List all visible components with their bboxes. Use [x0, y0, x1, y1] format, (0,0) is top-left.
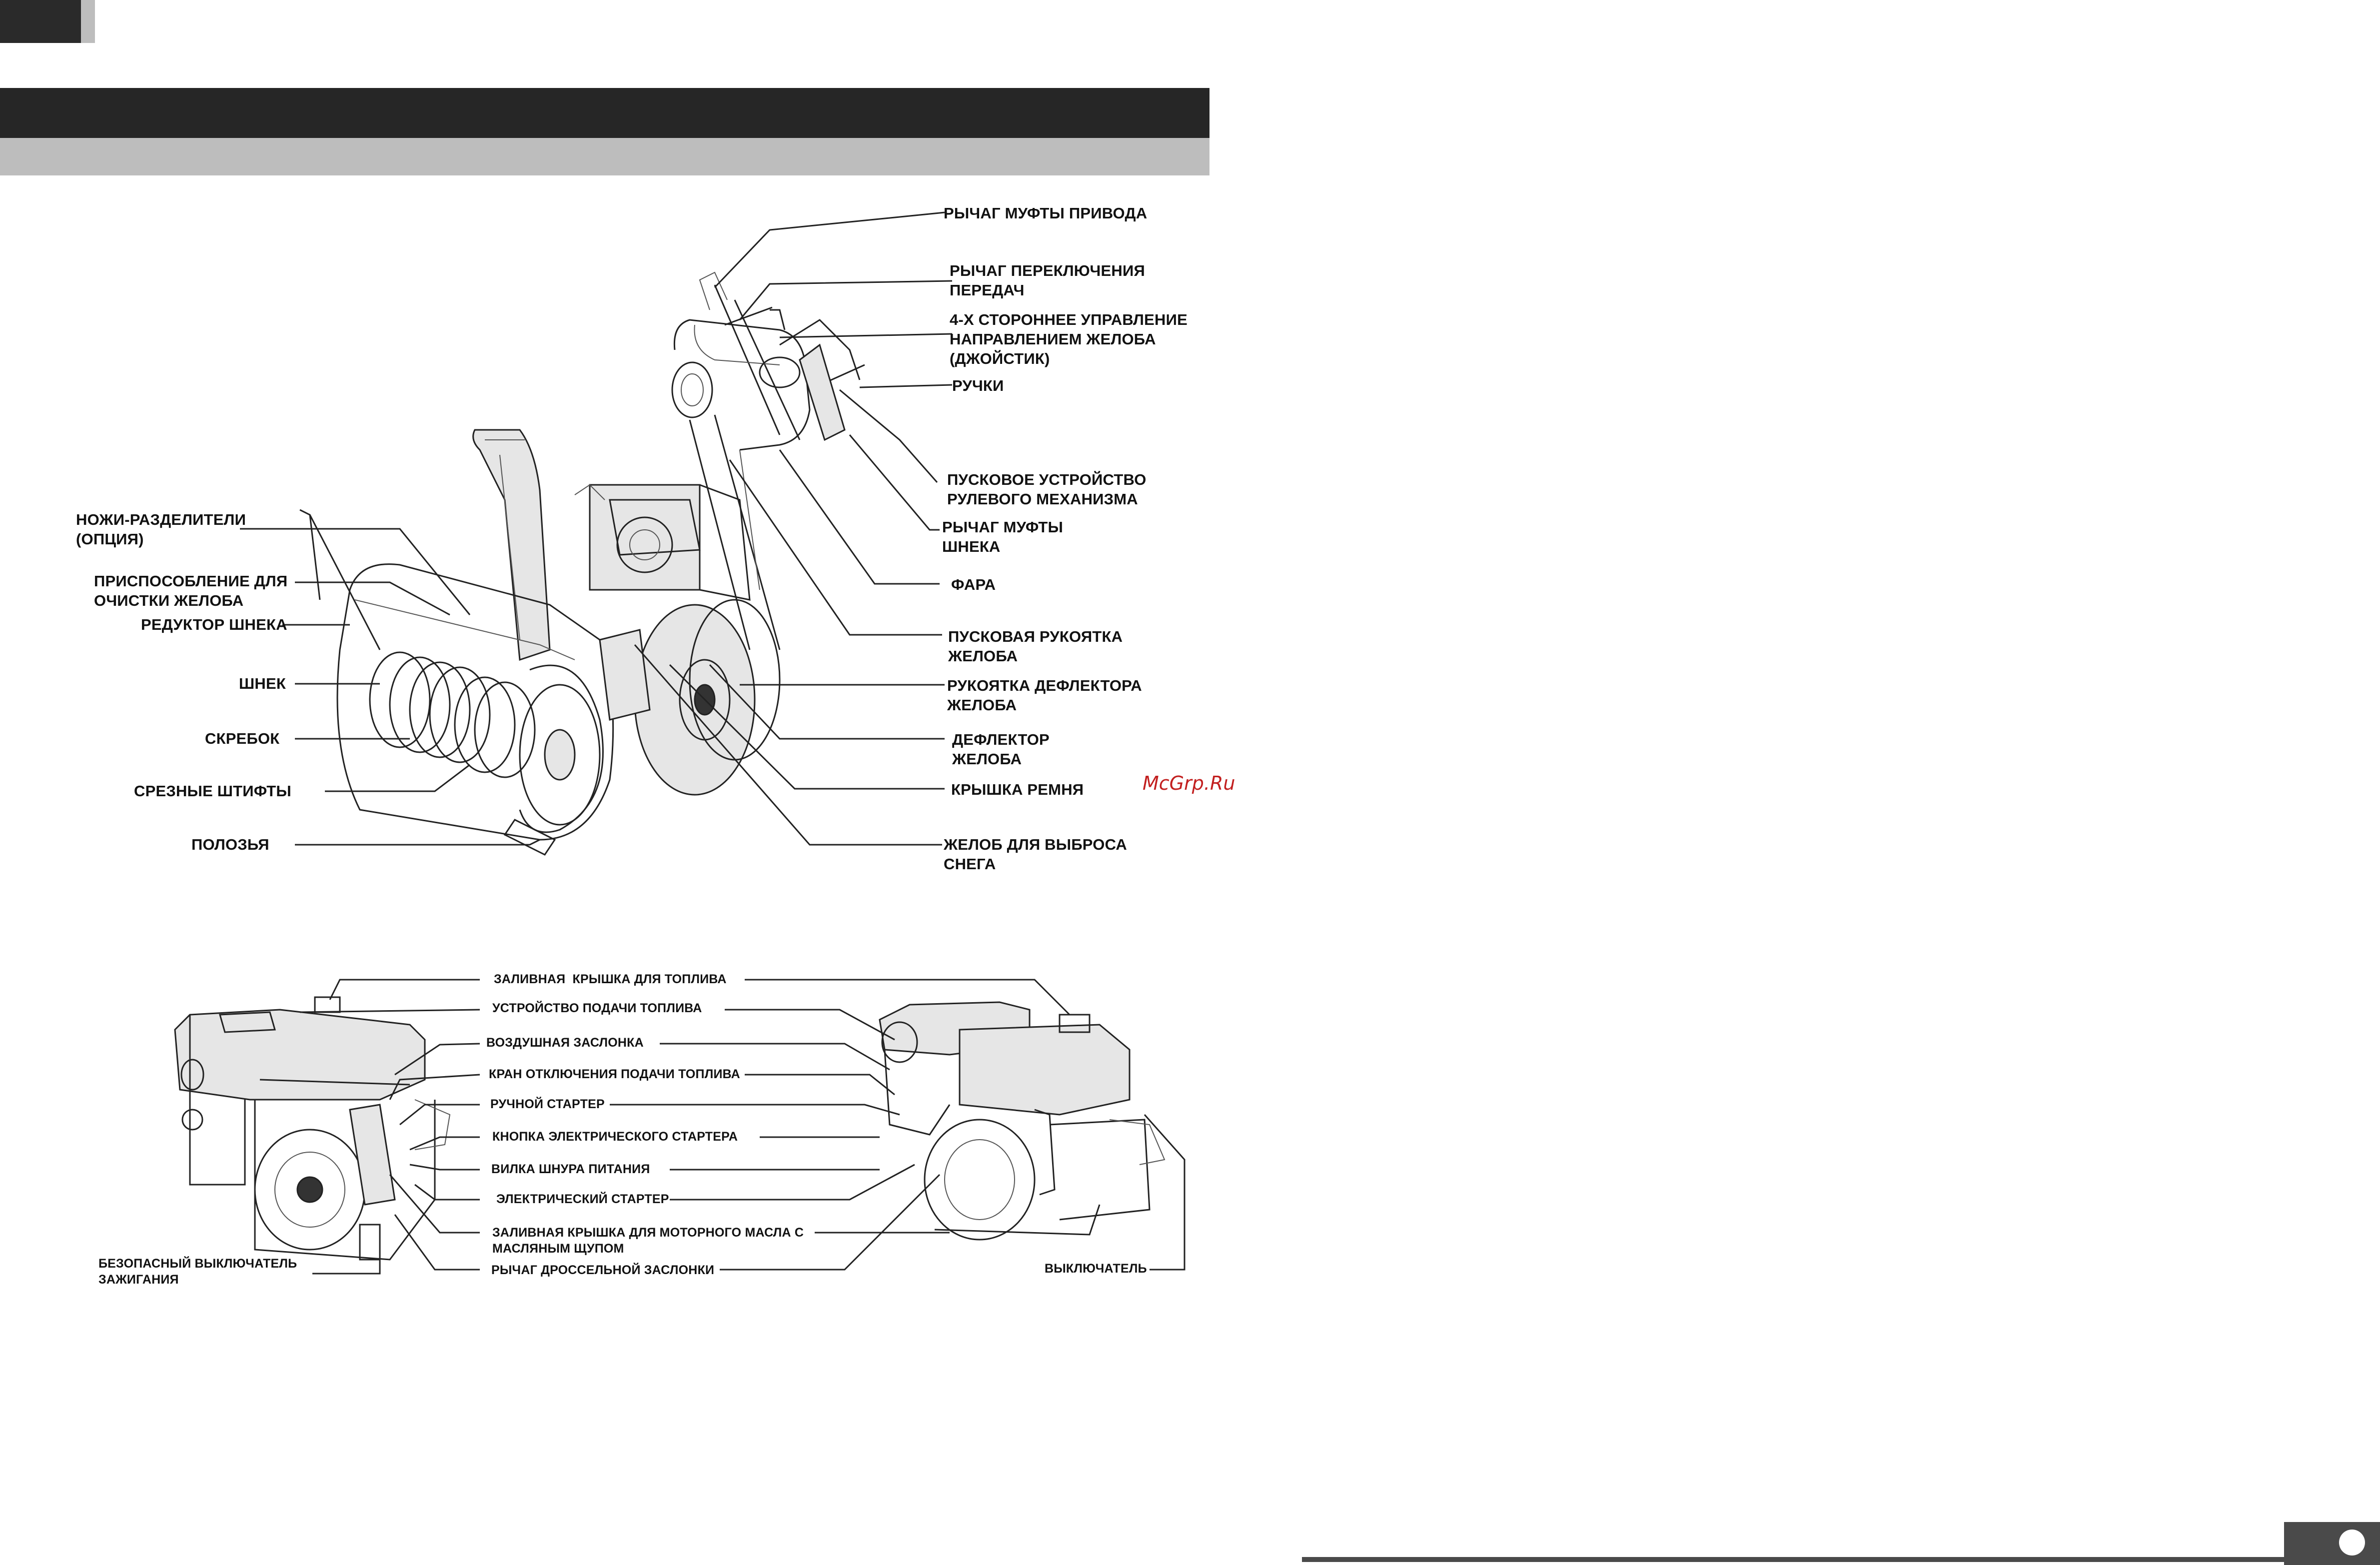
label-chute-start-handle: ПУСКОВАЯ РУКОЯТКА ЖЕЛОБА — [948, 628, 1123, 665]
label-ignition-key: БЕЗОПАСНЫЙ ВЫКЛЮЧАТЕЛЬ ЗАЖИГАНИЯ — [98, 1257, 297, 1287]
label-choke: ВОЗДУШНАЯ ЗАСЛОНКА — [486, 1036, 644, 1050]
label-throttle-lever: РЫЧАГ ДРОССЕЛЬНОЙ ЗАСЛОНКИ — [491, 1263, 715, 1277]
watermark-text: McGrp.Ru — [1143, 772, 1235, 794]
label-drive-clutch-lever: РЫЧАГ МУФТЫ ПРИВОДА — [944, 204, 1148, 222]
label-headlight: ФАРА — [951, 576, 996, 593]
label-skids: ПОЛОЗЬЯ — [191, 836, 269, 853]
engine-left-drawing — [175, 997, 450, 1260]
label-electric-start-button: КНОПКА ЭЛЕКТРИЧЕСКОГО СТАРТЕРА — [492, 1130, 738, 1144]
label-auger: ШНЕК — [239, 675, 286, 692]
label-switch: ВЫКЛЮЧАТЕЛЬ — [1045, 1262, 1147, 1276]
label-steering-trigger: ПУСКОВОЕ УСТРОЙСТВО РУЛЕВОГО МЕХАНИЗМА — [947, 471, 1147, 508]
page-number-marker — [2339, 1530, 2365, 1556]
label-fuel-shutoff: КРАН ОТКЛЮЧЕНИЯ ПОДАЧИ ТОПЛИВА — [489, 1067, 740, 1081]
label-scraper: СКРЕБОК — [205, 730, 280, 747]
label-deflector-handle: РУКОЯТКА ДЕФЛЕКТОРА ЖЕЛОБА — [947, 677, 1142, 714]
label-chute-joystick: 4-Х СТОРОННЕЕ УПРАВЛЕНИЕ НАПРАВЛЕНИЕМ ЖЕЛОБА (ДЖОЙСТИК) — [950, 311, 1188, 367]
label-chute-clean-tool: ПРИСПОСОБЛЕНИЕ ДЛЯ ОЧИСТКИ ЖЕЛОБА — [94, 572, 288, 609]
label-handles: РУЧКИ — [952, 377, 1004, 394]
label-recoil-starter: РУЧНОЙ СТАРТЕР — [490, 1097, 605, 1111]
label-gear-shift-lever: РЫЧАГ ПЕРЕКЛЮЧЕНИЯ ПЕРЕДАЧ — [950, 262, 1145, 299]
label-auger-clutch-lever: РЫЧАГ МУФТЫ ШНЕКА — [942, 518, 1064, 555]
engine-right-drawing — [880, 1002, 1165, 1240]
footer-rule — [1302, 1557, 2380, 1562]
label-discharge-chute: ЖЕЛОБ ДЛЯ ВЫБРОСА СНЕГА — [944, 836, 1127, 873]
label-shear-pins: СРЕЗНЫЕ ШТИФТЫ — [134, 782, 291, 800]
label-power-cord-plug: ВИЛКА ШНУРА ПИТАНИЯ — [491, 1162, 650, 1176]
label-fuel-cap: ЗАЛИВНАЯ КРЫШКА ДЛЯ ТОПЛИВА — [494, 972, 727, 986]
label-auger-gearbox: РЕДУКТОР ШНЕКА — [141, 616, 287, 633]
label-chute-deflector: ДЕФЛЕКТОР ЖЕЛОБА — [952, 731, 1050, 768]
label-drift-cutters: НОЖИ-РАЗДЕЛИТЕЛИ (ОПЦИЯ) — [76, 511, 246, 548]
label-oil-cap-dipstick: ЗАЛИВНАЯ КРЫШКА ДЛЯ МОТОРНОГО МАСЛА С МАСЛЯНЫМ ЩУПОМ — [492, 1226, 804, 1256]
page-number-tab — [2284, 1522, 2380, 1565]
label-belt-cover: КРЫШКА РЕМНЯ — [951, 781, 1084, 798]
snowblower-drawing — [300, 272, 865, 855]
label-primer: УСТРОЙСТВО ПОДАЧИ ТОПЛИВА — [492, 1001, 702, 1015]
label-electric-starter: ЭЛЕКТРИЧЕСКИЙ СТАРТЕР — [496, 1192, 669, 1206]
